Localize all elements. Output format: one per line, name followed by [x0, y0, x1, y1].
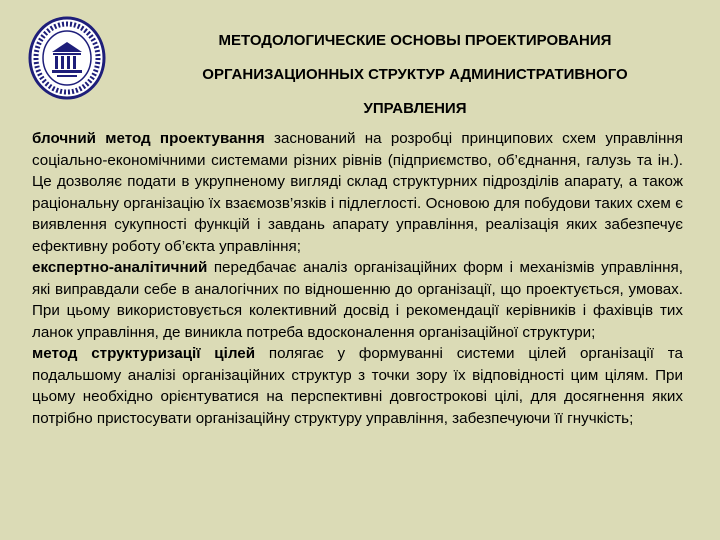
university-seal-icon: [28, 16, 106, 100]
title-line-2: ОРГАНИЗАЦИОННЫХ СТРУКТУР АДМИНИСТРАТИВНОГО: [202, 66, 628, 83]
paragraph-block-method: [32, 128, 683, 257]
term: метод структуризації цілей: [32, 345, 256, 362]
term: блочний метод проектування: [32, 130, 265, 147]
paragraph-goal-structuring: [32, 343, 683, 429]
paragraph-expert-analytical: [32, 257, 683, 343]
definition: заснований на розробці принципових схем управління соціально-економічними системами різних рівнів (підприємство, об’єднання, галузь та ін.). Це дозволяє подати в укрупненому вигляді склад структурних підрозділів апарату, а також раціональну організацію їх взаємозв’язків і підлеглості. Основою для побудови таких схем є виявлення сукупності функцій і завдань апарату управління, реалізація яких забезпечує ефективну роботу об’єкта управління;: [32, 130, 683, 255]
body-text: [32, 128, 683, 429]
title-line-1: МЕТОДОЛОГИЧЕСКИЕ ОСНОВЫ ПРОЕКТИРОВАНИЯ: [218, 32, 612, 49]
title-line-3: УПРАВЛЕНИЯ: [363, 100, 467, 117]
definition: передбачає аналіз організаційних форм і механізмів управління, які виправдали себе в аналогічних по відношенню до організації, що проектується, умовах. При цьому використовується колективний досвід і рекомендації керівників і фахівців тих ланок управління, де виникла потреба вдосконалення організаційної структури;: [32, 259, 683, 341]
definition: полягає у формуванні системи цілей організації та подальшому аналізі організаційних структур з точки зору їх відповідності цим цілям. При цьому необхідно орієнтуватися на перспективні довгострокові цілі, для досягнення яких потрібно пристосувати організаційну структуру управління, забезпечуючи її гнучкість;: [32, 345, 683, 427]
term: експертно-аналітичний: [32, 259, 208, 276]
